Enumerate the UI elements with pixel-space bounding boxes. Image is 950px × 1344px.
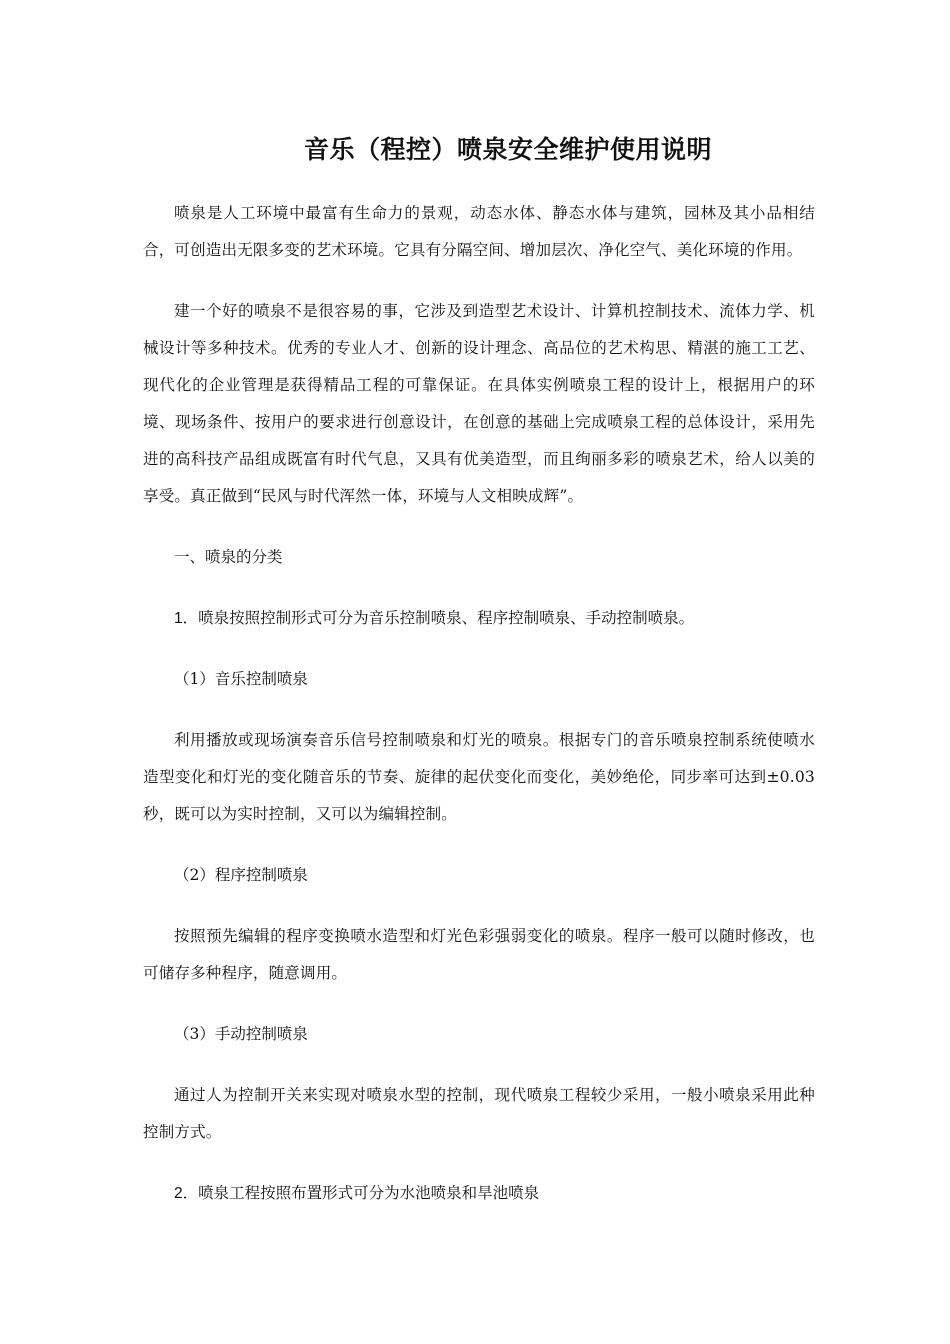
intro-paragraph: 喷泉是人工环境中最富有生命力的景观，动态水体、静态水体与建筑，园林及其小品相结合，可创造出无限多变的艺术环境。它具有分隔空间、增加层次、净化空气、美化环境的作用。 [143, 204, 815, 259]
list-item-text: 喷泉按照控制形式可分为音乐控制喷泉、程序控制喷泉、手动控制喷泉。 [198, 609, 695, 627]
document-title: 音乐（程控）喷泉安全维护使用说明 [303, 135, 712, 164]
list-item-layout-types [143, 1175, 815, 1212]
list-item-control-types [143, 600, 815, 637]
subheading-number: （3） [174, 1025, 215, 1043]
subheading-program-control [143, 857, 815, 894]
subheading-manual-control [143, 1016, 815, 1053]
list-item-number: 2． [174, 1185, 199, 1202]
subheading-text: 程序控制喷泉 [214, 866, 308, 884]
section-heading-classification: 一、喷泉的分类 [174, 548, 283, 566]
subheading-number: （1） [174, 670, 215, 688]
program-control-paragraph: 按照预先编辑的程序变换喷水造型和灯光色彩强弱变化的喷泉。程序一般可以随时修改，也可储存多种程序，随意调用。 [143, 927, 815, 982]
subheading-text: 手动控制喷泉 [214, 1025, 308, 1043]
subheading-number: （2） [174, 866, 215, 884]
subheading-text: 音乐控制喷泉 [214, 670, 308, 688]
document-body [143, 195, 815, 1236]
music-control-paragraph: 利用播放或现场演奏音乐信号控制喷泉和灯光的喷泉。根据专门的音乐喷泉控制系统使喷水造型变化和灯光的变化随音乐的节奏、旋律的起伏变化而变化，美妙绝伦，同步率可达到±0.03秒，既可以为实时控制，又可以为编辑控制。 [143, 731, 815, 823]
subheading-music-control [143, 661, 815, 698]
manual-control-paragraph: 通过人为控制开关来实现对喷泉水型的控制，现代喷泉工程较少采用，一般小喷泉采用此种控制方式。 [143, 1086, 815, 1141]
list-item-text: 喷泉工程按照布置形式可分为水池喷泉和旱池喷泉 [198, 1184, 540, 1202]
list-item-number: 1． [174, 610, 199, 627]
design-paragraph: 建一个好的喷泉不是很容易的事，它涉及到造型艺术设计、计算机控制技术、流体力学、机械设计等多种技术。优秀的专业人才、创新的设计理念、高品位的艺术构思、精湛的施工工艺、现代化的企业管理是获得精品工程的可靠保证。在具体实例喷泉工程的设计上，根据用户的环境、现场条件、按用户的要求进行创意设计，在创意的基础上完成喷泉工程的总体设计，采用先进的高科技产品组成既富有时代气息，又具有优美造型，而且绚丽多彩的喷泉艺术，给人以美的享受。真正做到“民风与时代浑然一体，环境与人文相映成辉”。 [143, 302, 815, 505]
